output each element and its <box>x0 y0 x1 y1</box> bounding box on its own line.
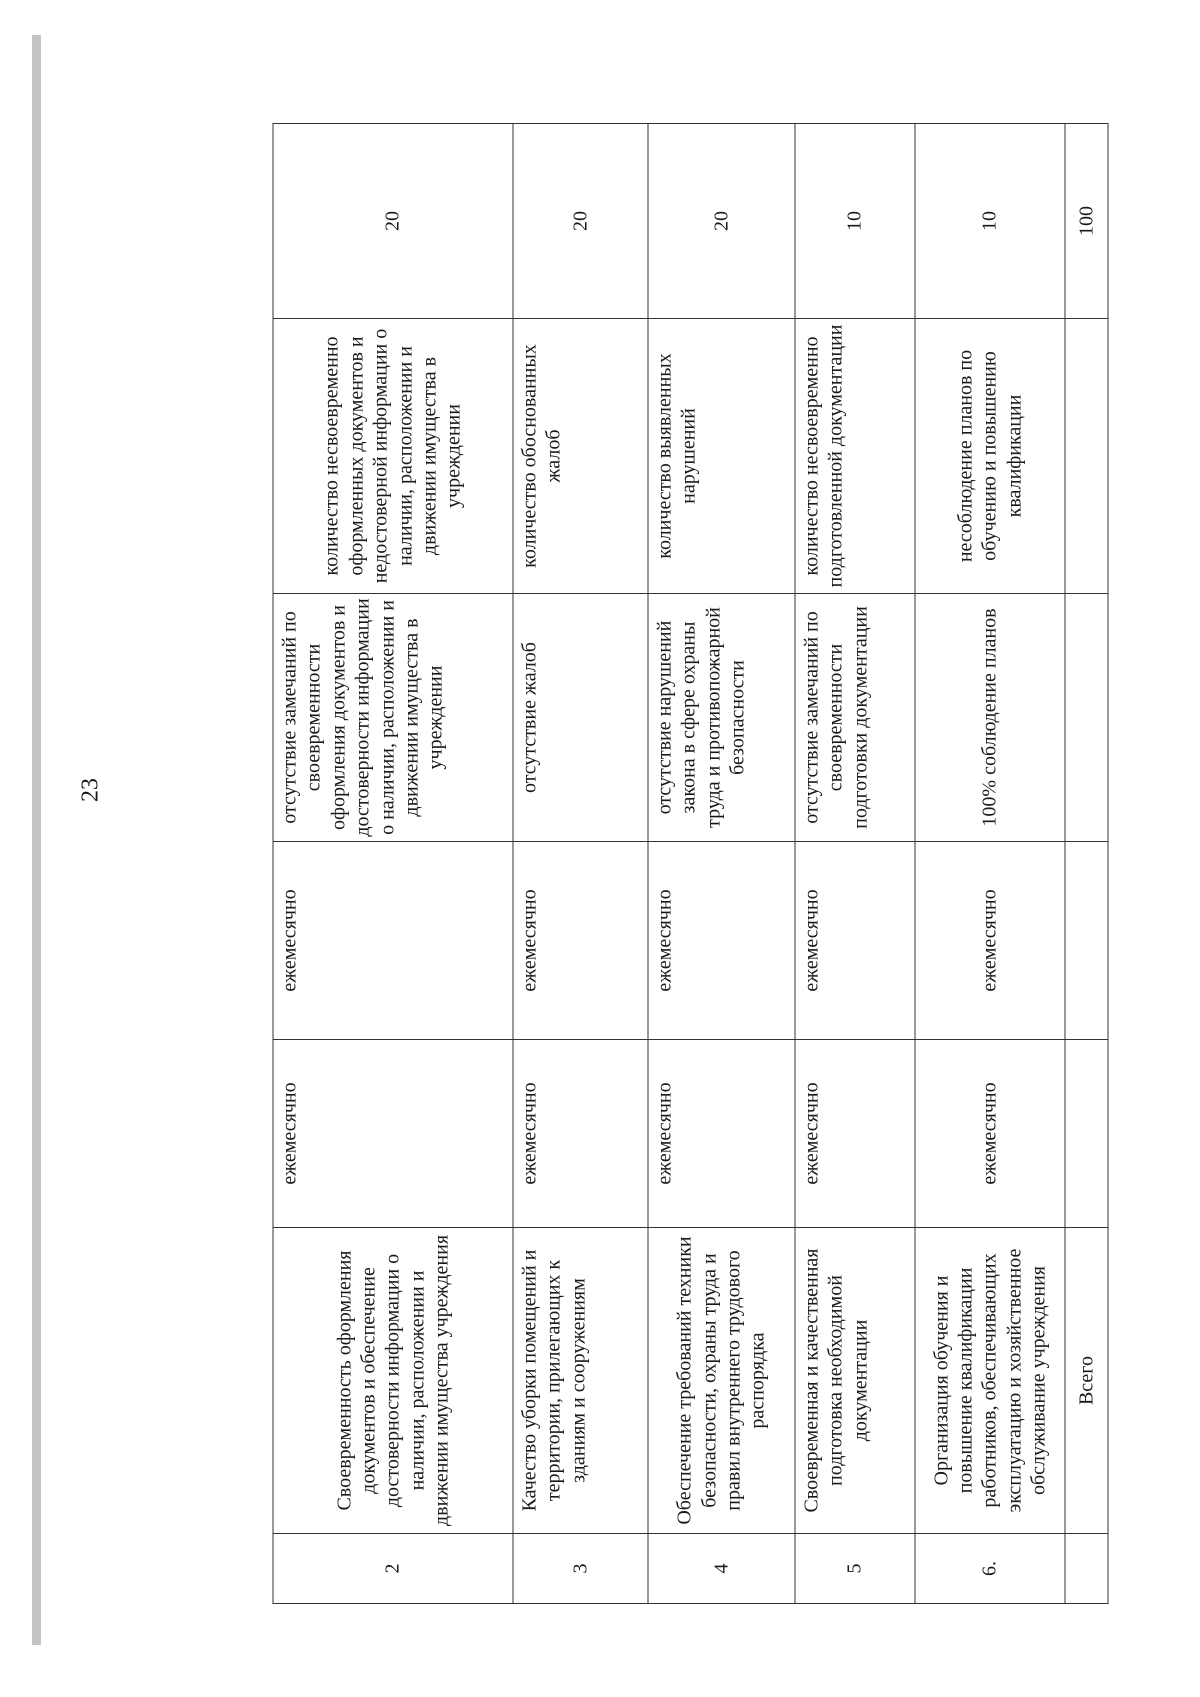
periodicity-cell: ежемесячно <box>513 842 648 1040</box>
table-row <box>513 124 648 1604</box>
points-cell: 20 <box>513 124 648 319</box>
row-number: 2 <box>273 1534 513 1604</box>
points-cell: 10 <box>915 124 1065 319</box>
points-cell: 20 <box>273 124 513 319</box>
points-cell: 10 <box>795 124 915 319</box>
table-row <box>273 124 513 1604</box>
total-row <box>1065 124 1108 1604</box>
criterion-cell: Своевременность оформления документов и обеспечение достоверности информации о наличии, расположении и движении имущества учреждения <box>273 1228 513 1534</box>
table-row <box>795 124 915 1604</box>
empty-cell <box>1065 1040 1108 1228</box>
empty-cell <box>1065 594 1108 842</box>
empty-cell <box>1065 1534 1108 1604</box>
criterion-cell: Обеспечение требований техники безопасности, охраны труда и правил внутреннего трудового распорядка <box>648 1228 795 1534</box>
total-points: 100 <box>1065 124 1108 319</box>
scan-edge <box>32 35 41 1645</box>
periodicity-cell: ежемесячно <box>648 842 795 1040</box>
row-number: 5 <box>795 1534 915 1604</box>
criterion-cell: Организация обучения и повышение квалификации работников, обеспечивающих эксплуатацию и хозяйственное обслуживание учреждения <box>915 1228 1065 1534</box>
condition-cell: отсутствие нарушений закона в сфере охраны труда и противопожарной безопасности <box>648 594 795 842</box>
periodicity-cell: ежемесячно <box>273 842 513 1040</box>
periodicity-cell: ежемесячно <box>795 842 915 1040</box>
row-number: 4 <box>648 1534 795 1604</box>
empty-cell <box>1065 319 1108 594</box>
periodicity-cell: ежемесячно <box>648 1040 795 1228</box>
indicator-cell: несоблюдение планов по обучению и повышению квалификации <box>915 319 1065 594</box>
indicator-cell: количество обоснованных жалоб <box>513 319 648 594</box>
periodicity-cell: ежемесячно <box>273 1040 513 1228</box>
total-label: Всего <box>1065 1228 1108 1534</box>
page-number: 23 <box>77 778 104 802</box>
indicator-cell: количество выявленных нарушений <box>648 319 795 594</box>
criteria-table <box>273 123 1109 1604</box>
criteria-table-rotated <box>273 124 1108 1604</box>
row-number: 6. <box>915 1534 1065 1604</box>
points-cell: 20 <box>648 124 795 319</box>
empty-cell <box>1065 842 1108 1040</box>
condition-cell: 100% соблюдение планов <box>915 594 1065 842</box>
condition-cell: отсутствие жалоб <box>513 594 648 842</box>
condition-cell: отсутствие замечаний по своевременности оформления документов и достоверности информации о наличии, расположении и движении имущества в учреждении <box>273 594 513 842</box>
row-number: 3 <box>513 1534 648 1604</box>
table-row <box>915 124 1065 1604</box>
table-row <box>648 124 795 1604</box>
periodicity-cell: ежемесячно <box>915 1040 1065 1228</box>
periodicity-cell: ежемесячно <box>795 1040 915 1228</box>
indicator-cell: количество несвоевременно подготовленной документации <box>795 319 915 594</box>
condition-cell: отсутствие замечаний по своевременности подготовки документации <box>795 594 915 842</box>
criterion-cell: Своевременная и качественная подготовка необходимой документации <box>795 1228 915 1534</box>
indicator-cell: количество несвоевременно оформленных документов и недостоверной информации о наличии, расположении и движении имущества в учреждении <box>273 319 513 594</box>
periodicity-cell: ежемесячно <box>513 1040 648 1228</box>
periodicity-cell: ежемесячно <box>915 842 1065 1040</box>
criterion-cell: Качество уборки помещений и территории, прилегающих к зданиям и сооружениям <box>513 1228 648 1534</box>
